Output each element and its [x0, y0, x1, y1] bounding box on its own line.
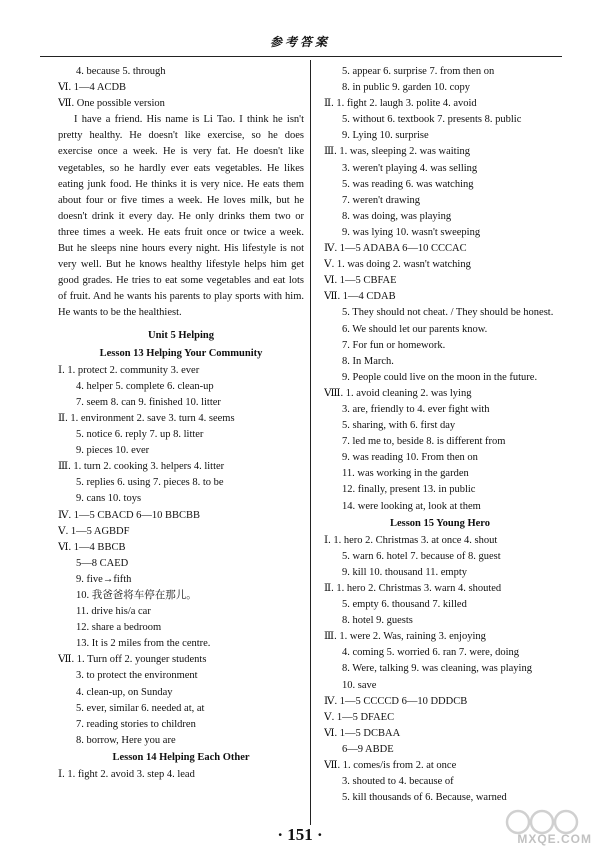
answer-line: 7. For fun or homework. [342, 339, 446, 351]
answer-line: 5. empty 6. thousand 7. killed [342, 599, 467, 611]
answer-line: 12. finally, present 13. in public [342, 484, 476, 496]
answer-line: Ⅶ. 1—4 CDAB [324, 291, 396, 303]
header-rule [40, 56, 562, 57]
unit-heading: Unit 5 Helping [148, 329, 214, 341]
answer-line: 8. hotel 9. guests [342, 615, 413, 627]
answer-line: 9. cans 10. toys [76, 493, 142, 505]
answer-line: 4. clean-up, on Sunday [76, 686, 173, 698]
page-header: 参考答案 [269, 35, 330, 49]
answer-line: Ⅶ. 1. Turn off 2. younger students [58, 654, 207, 666]
answer-line: Ⅵ. 1—4 ACDB [58, 82, 127, 94]
answer-line: 5. notice 6. reply 7. up 8. litter [76, 429, 204, 441]
answer-line: 5. was reading 6. was watching [342, 178, 474, 190]
answer-line: Ⅶ. 1. comes/is from 2. at once [324, 760, 457, 772]
answer-line: 5. They should not cheat. / They should be honest. [342, 307, 554, 319]
answer-line: 3. are, friendly to 4. ever fight with [342, 403, 490, 415]
answer-line: 3. weren't playing 4. was selling [342, 162, 478, 174]
lesson-heading: Lesson 14 Helping Each Other [112, 751, 250, 763]
answer-line: 11. was working in the garden [342, 468, 469, 480]
answer-line: Ⅷ. 1. avoid cleaning 2. was lying [324, 387, 472, 399]
left-column [58, 64, 304, 783]
answer-line: 9. was lying 10. wasn't sweeping [342, 226, 481, 238]
answer-line: 9. Lying 10. surprise [342, 130, 429, 142]
answer-line: 8. in public 9. garden 10. copy [342, 82, 471, 94]
answer-line: 8. In March. [342, 355, 394, 367]
answer-line: Ⅲ. 1. was, sleeping 2. was waiting [324, 146, 471, 158]
answer-line: 12. share a bedroom [76, 622, 162, 634]
answer-line: 4. because 5. through [76, 66, 166, 77]
answer-line: 4. coming 5. worried 6. ran 7. were, doing [342, 647, 519, 659]
answer-line: 7. seem 8. can 9. finished 10. litter [76, 396, 221, 408]
answer-line: 9. pieces 10. ever [76, 445, 150, 457]
answer-line: Ⅱ. 1. fight 2. laugh 3. polite 4. avoid [324, 98, 477, 110]
answer-line: 14. were looking at, look at them [342, 500, 481, 512]
answer-line: 10. 我爸爸将车停在那儿。 [76, 590, 197, 601]
answer-line: Ⅴ. 1—5 DFAEC [324, 711, 395, 723]
answer-line: 5. sharing, with 6. first day [342, 420, 456, 432]
answer-line: 5—8 CAED [76, 557, 129, 569]
answer-line: Ⅵ. 1—5 DCBAA [324, 727, 401, 739]
answer-line: 3. to protect the environment [76, 670, 198, 682]
answer-line: 7. weren't drawing [342, 194, 420, 206]
answer-line: Ⅳ. 1—5 CBACD 6—10 BBCBB [58, 509, 201, 521]
answer-line: Ⅶ. One possible version [58, 98, 165, 110]
answer-line: 9. was reading 10. From then on [342, 452, 478, 464]
page-number: · 151 · [277, 825, 323, 844]
answer-line: 5. without 6. textbook 7. presents 8. public [342, 114, 522, 126]
essay-paragraph: I have a friend. His name is Li Tao. I think he isn't pretty healthy. He doesn't like exercise, so he does exercise once a week. He is very fat. He doesn't like vegetables, so he hardly ever eats vegetables. He likes eating junk food. He thinks it is very nice. He eats them about four or five times a week. He loves milk, but he doesn't drink it every day. He only drinks them two or three times a week. He eats fruit once or twice a week. But he sleeps nine hours every night. His lifestyle is not very well. But he knows healthy lifestyle helps him get good grades. He tries to eat some vegetables and eat lots of fruit. And he wants his parents to play sports with him. He wants to be the healthiest. [58, 114, 304, 319]
answer-line: 10. save [342, 679, 377, 691]
watermark [464, 808, 592, 846]
answer-line: Ⅳ. 1—5 ADABA 6—10 CCCAC [324, 243, 467, 255]
answer-line: 6. We should let our parents know. [342, 323, 488, 335]
answer-line: Ⅵ. 1—4 BBCB [58, 541, 126, 553]
answer-line: Ⅴ. 1. was doing 2. wasn't watching [324, 259, 471, 271]
answer-line: Ⅳ. 1—5 CCCCD 6—10 DDDCB [324, 695, 468, 707]
answer-line: 5. replies 6. using 7. pieces 8. to be [76, 477, 224, 489]
answer-line: Ⅴ. 1—5 AGBDF [58, 525, 130, 537]
watermark-text: MXQE.COM [517, 832, 592, 846]
answer-line: 5. ever, similar 6. needed at, at [76, 702, 205, 714]
answer-line: 13. It is 2 miles from the centre. [76, 638, 211, 650]
answer-line: Ⅰ. 1. protect 2. community 3. ever [58, 364, 200, 376]
answer-line: 8. was doing, was playing [342, 210, 452, 222]
answer-line: Ⅰ. 1. hero 2. Christmas 3. at once 4. shout [324, 534, 498, 546]
answer-line: Ⅲ. 1. were 2. Was, raining 3. enjoying [324, 631, 486, 643]
answer-line: 9. kill 10. thousand 11. empty [342, 566, 468, 578]
answer-line: Ⅲ. 1. turn 2. cooking 3. helpers 4. litter [58, 461, 225, 473]
lesson-heading: Lesson 13 Helping Your Community [99, 347, 263, 359]
answer-line: 8. Were, talking 9. was cleaning, was playing [342, 663, 532, 675]
answer-line: 3. shouted to 4. because of [342, 776, 454, 788]
lesson-heading: Lesson 15 Young Hero [389, 517, 491, 529]
answer-line: 5. kill thousands of 6. Because, warned [342, 792, 507, 804]
right-column [324, 64, 556, 806]
answer-line: Ⅵ. 1—5 CBFAE [324, 275, 397, 287]
answer-line: 5. appear 6. surprise 7. from then on [342, 66, 495, 77]
answer-line: Ⅱ. 1. hero 2. Christmas 3. warn 4. shouted [324, 583, 502, 594]
answer-line: 8. borrow, Here you are [76, 734, 176, 746]
answer-line: 9. five→fifth [76, 573, 132, 585]
answer-line: 9. People could live on the moon in the future. [342, 371, 538, 383]
answer-line: Ⅱ. 1. environment 2. save 3. turn 4. seems [58, 412, 235, 424]
answer-line: 4. helper 5. complete 6. clean-up [76, 380, 214, 392]
answer-line: 5. warn 6. hotel 7. because of 8. guest [342, 550, 501, 562]
answer-line: 7. reading stories to children [76, 718, 196, 730]
column-divider [310, 60, 311, 825]
answer-line: 7. led me to, beside 8. is different from [342, 436, 506, 448]
answer-line: 6—9 ABDE [342, 743, 394, 755]
answer-line: 11. drive his/a car [76, 606, 151, 618]
answer-line: Ⅰ. 1. fight 2. avoid 3. step 4. lead [58, 769, 195, 781]
